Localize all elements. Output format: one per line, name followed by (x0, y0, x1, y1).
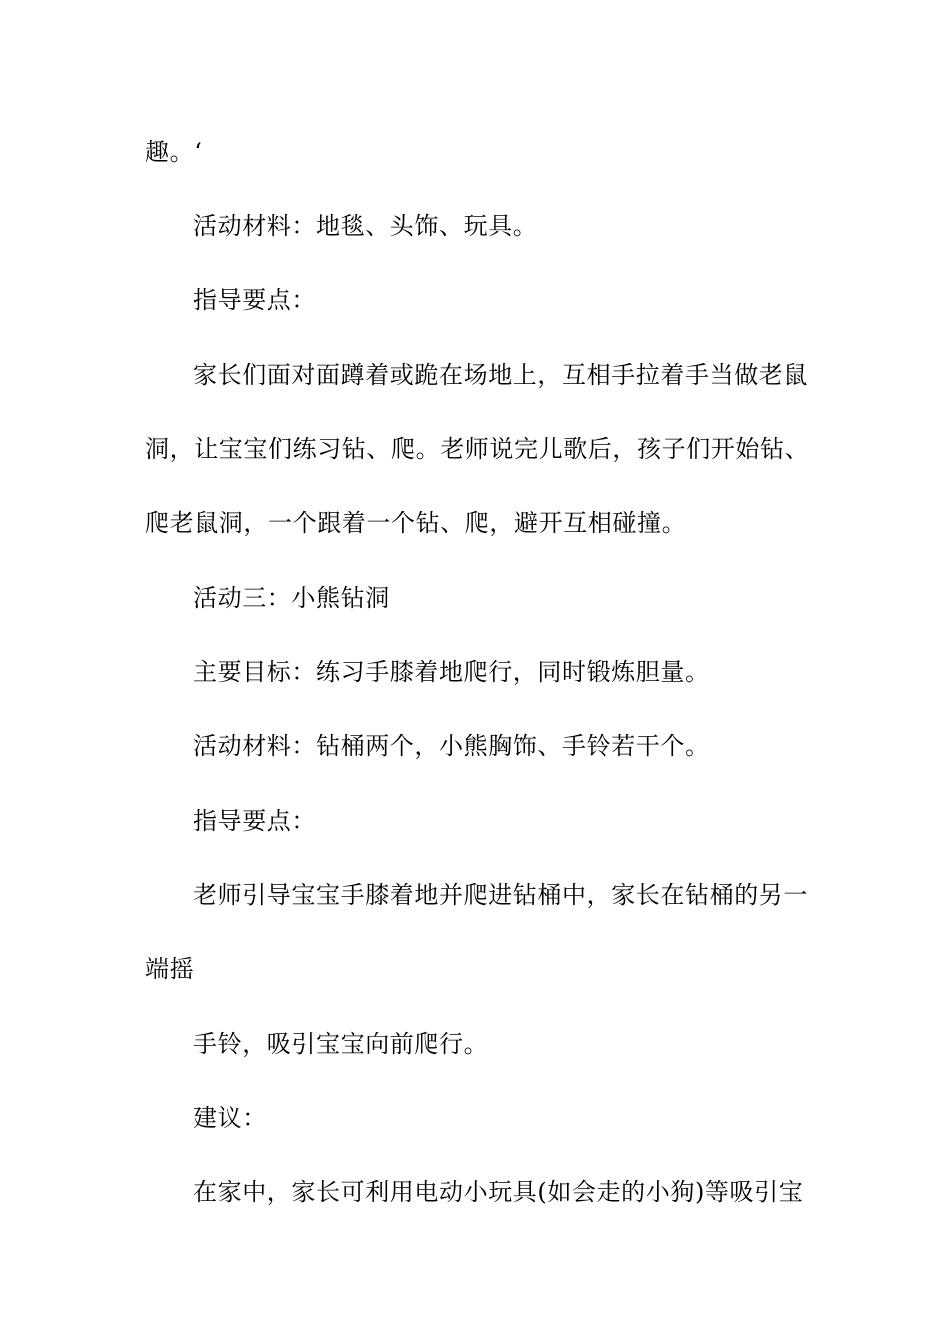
text-line: 家长们面对面蹲着或跪在场地上，互相手拉着手当做老鼠 (193, 361, 808, 389)
text-line: 建议： (193, 1104, 267, 1132)
text-line: 指导要点： (193, 286, 316, 314)
text-line: 活动材料：地毯、头饰、玩具。 (193, 212, 538, 240)
section-heading: 活动三：小熊钻洞 (193, 584, 390, 612)
text-line: 在家中，家长可利用电动小玩具(如会走的小狗)等吸引宝 (193, 1178, 804, 1206)
text-line: 爬老鼠洞，一个跟着一个钻、爬，避开互相碰撞。 (145, 509, 687, 537)
text-line: 主要目标：练习手膝着地爬行，同时锻炼胆量。 (193, 658, 710, 686)
text-line: 洞，让宝宝们练习钻、爬。老师说完儿歌后，孩子们开始钻、 (145, 435, 810, 463)
text-line: 活动材料：钻桶两个，小熊胸饰、手铃若干个。 (193, 732, 710, 760)
text-line: 端摇 (145, 955, 195, 983)
text-line: 老师引导宝宝手膝着地并爬进钻桶中，家长在钻桶的另一 (193, 881, 808, 909)
text-line: 手铃，吸引宝宝向前爬行。 (193, 1030, 489, 1058)
text-line: 指导要点： (193, 807, 316, 835)
text-line: 趣。‘ (145, 138, 203, 166)
